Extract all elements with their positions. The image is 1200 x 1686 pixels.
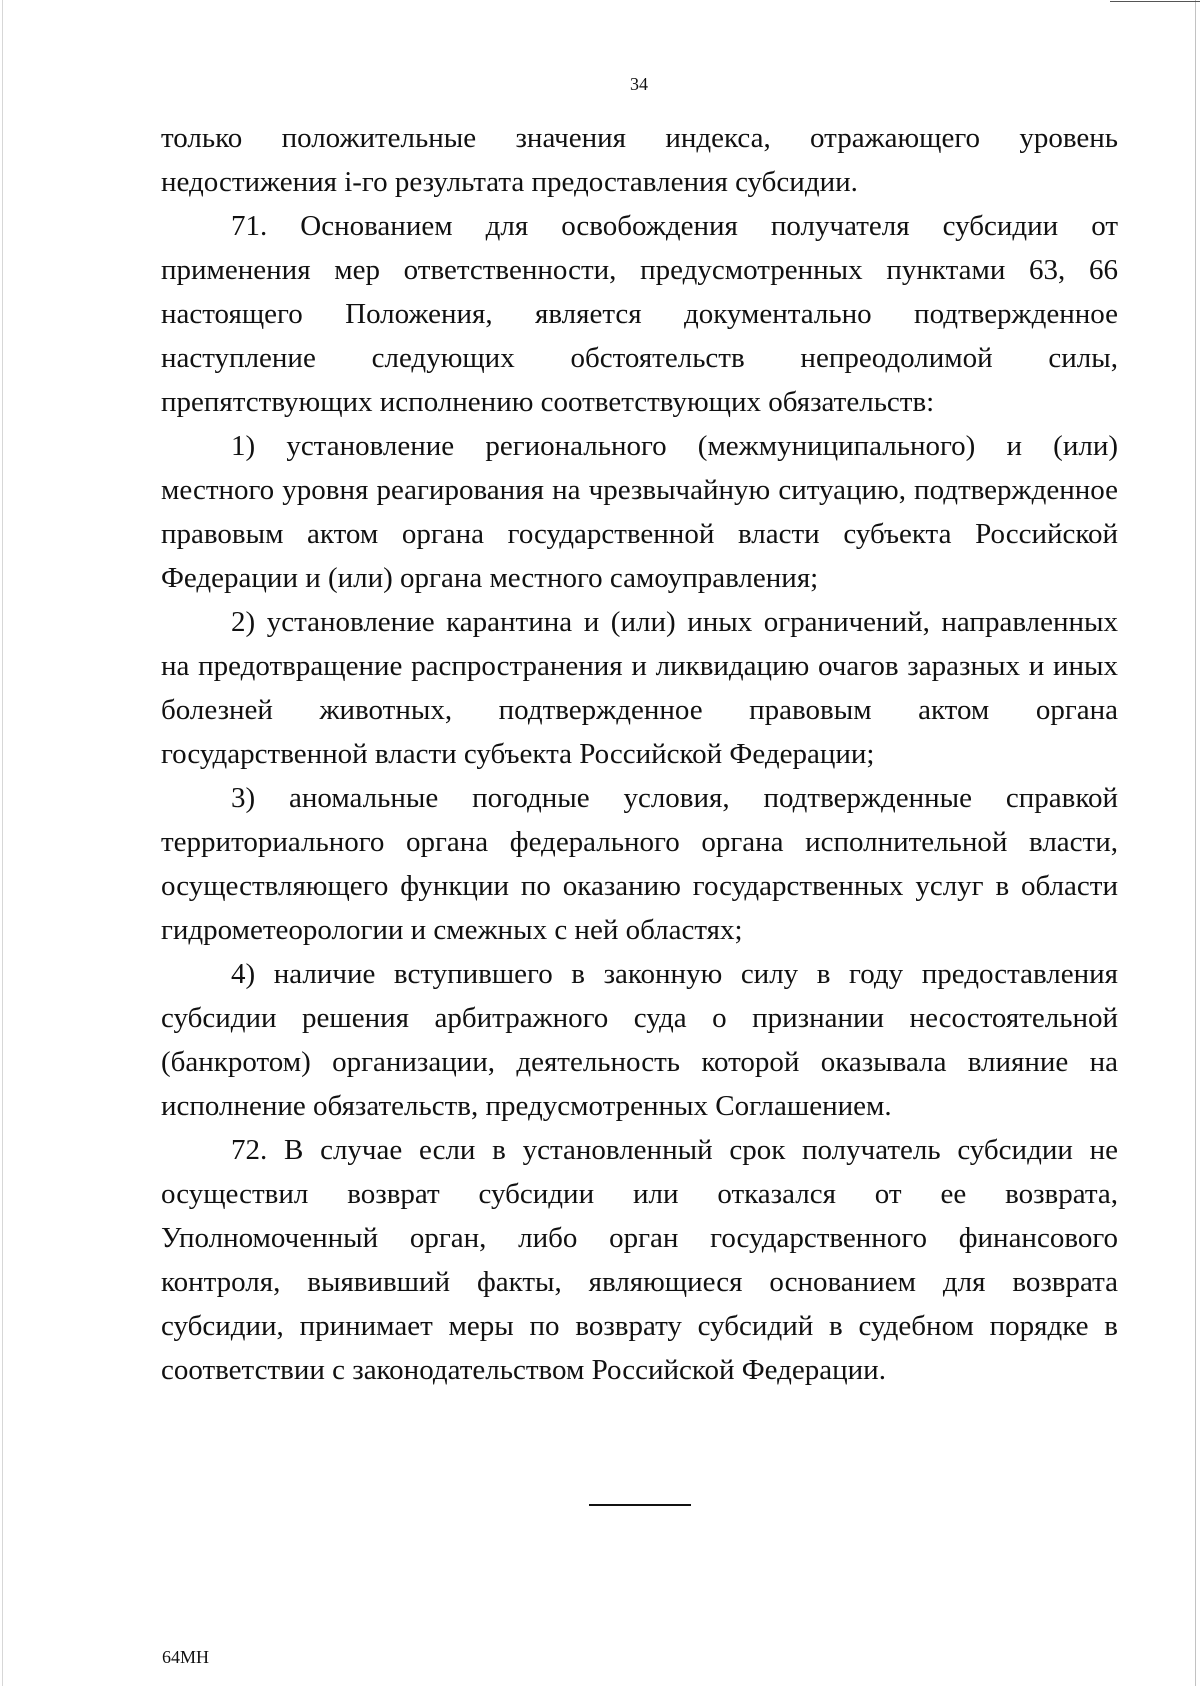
- scan-edge-top: [1110, 1, 1200, 2]
- document-code: 64МН: [162, 1647, 210, 1667]
- page-number: 34: [630, 74, 648, 94]
- document-body: [161, 116, 1118, 1392]
- paragraph-item-1: 1) установление регионального (межмуниципального) и (или) местного уровня реагирования на чрезвычайную ситуацию, подтвержденное правовым актом органа государственной власти субъекта Российской Федерации и (или) органа местного самоуправления;: [161, 430, 1118, 594]
- paragraph-item-3: 3) аномальные погодные условия, подтвержденные справкой территориального органа федерального органа исполнительной власти, осуществляющего функции по оказанию государственных услуг в области гидрометеорологии и смежных с ней областях;: [161, 782, 1118, 946]
- paragraph-continuation: только положительные значения индекса, отражающего уровень недостижения i-го результата предоставления субсидии.: [161, 122, 1118, 198]
- paragraph-item-2: 2) установление карантина и (или) иных ограничений, направленных на предотвращение распространения и ликвидацию очагов заразных и иных болезней животных, подтвержденное правовым актом органа государственной власти субъекта Российской Федерации;: [161, 606, 1118, 770]
- scan-edge-left: [2, 0, 3, 1686]
- paragraph-item-4: 4) наличие вступившего в законную силу в году предоставления субсидии решения арбитражного суда о признании несостоятельной (банкротом) организации, деятельность которой оказывала влияние на исполнение обязательств, предусмотренных Соглашением.: [161, 958, 1118, 1122]
- paragraph-clause-72: 72. В случае если в установленный срок получатель субсидии не осуществил возврат субсидии или отказался от ее возврата, Уполномоченный орган, либо орган государственного финансового контроля, выявивший факты, являющиеся основанием для возврата субсидии, принимает меры по возврату субсидий в судебном порядке в соответствии с законодательством Российской Федерации.: [161, 1134, 1118, 1386]
- paragraph-clause-71: 71. Основанием для освобождения получателя субсидии от применения мер ответственности, предусмотренных пунктами 63, 66 настоящего Положения, является документально подтвержденное наступление следующих обстоятельств непреодолимой силы, препятствующих исполнению соответствующих обязательств:: [161, 210, 1118, 418]
- scan-edge-right: [1195, 0, 1196, 1686]
- end-of-document-divider: [589, 1504, 691, 1506]
